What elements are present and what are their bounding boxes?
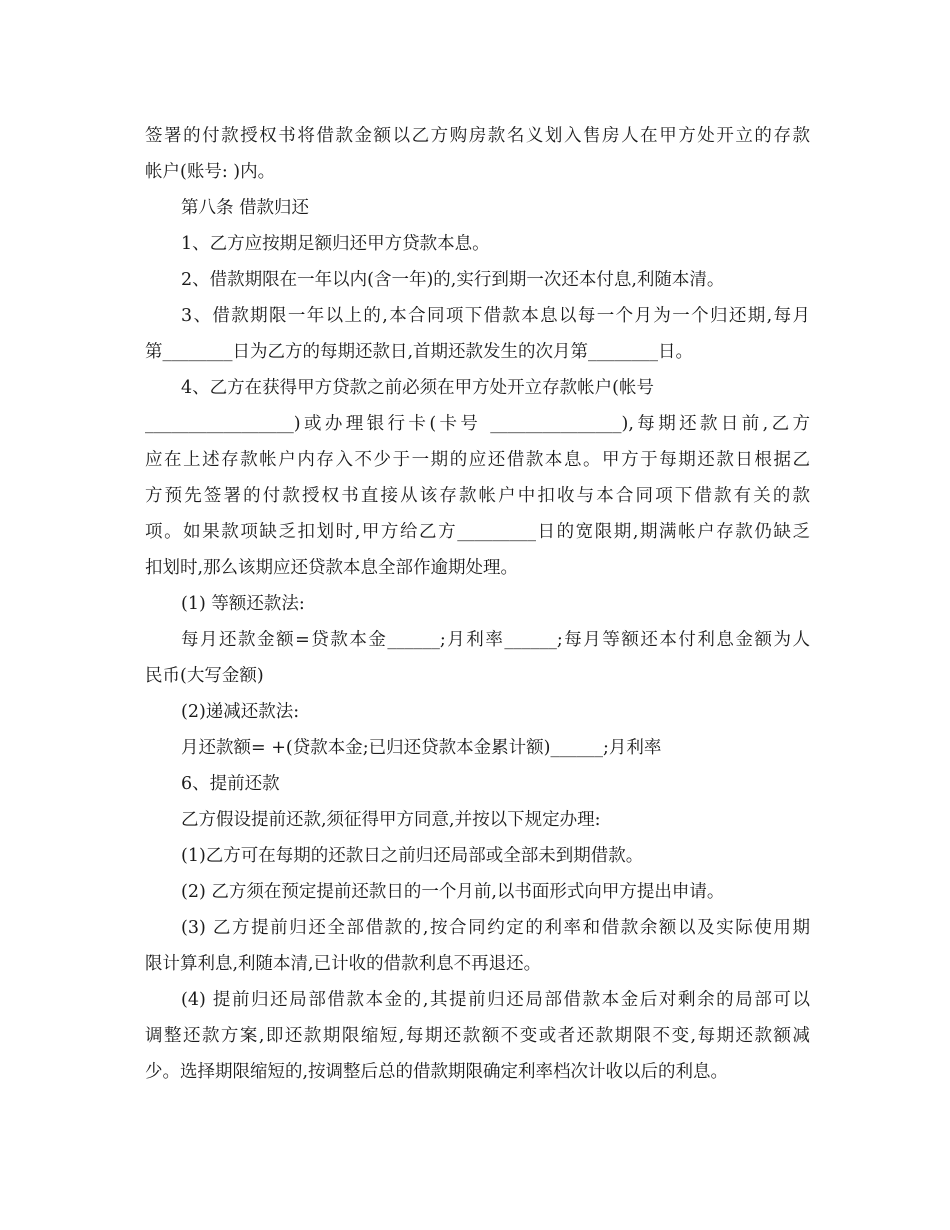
paragraph-line: 应在上述存款帐户内存入不少于一期的应还借款本息。甲方于每期还款日根据乙 — [145, 450, 810, 470]
subsection-heading: (1) 等额还款法: — [181, 594, 305, 614]
paragraph-line: 方预先签署的付款授权书直接从该存款帐户中扣收与本合同项下借款有关的款 — [145, 486, 810, 506]
paragraph-line: (3) 乙方提前归还全部借款的,按合同约定的利率和借款余额以及实际使用期 — [181, 918, 810, 938]
paragraph-line: 民币(大写金额) — [145, 666, 264, 686]
paragraph-line: 每月还款金额=贷款本金______;月利率______;每月等额还本付利息金额为人 — [181, 630, 810, 650]
paragraph-line: 帐户(账号: )内。 — [145, 162, 276, 182]
paragraph-line: 1、乙方应按期足额归还甲方贷款本息。 — [181, 234, 490, 254]
paragraph-line: 2、借款期限在一年以内(含一年)的,实行到期一次还本付息,利随本清。 — [181, 270, 725, 290]
paragraph-line: 第________日为乙方的每期还款日,首期还款发生的次月第________日。 — [145, 342, 694, 362]
paragraph-line: 少。选择期限缩短的,按调整后总的借款期限确定利率档次计收以后的利息。 — [145, 1062, 729, 1082]
paragraph-line: 3、借款期限一年以上的,本合同项下借款本息以每一个月为一个归还期,每月 — [181, 306, 810, 326]
paragraph-line: 限计算利息,利随本清,已计收的借款利息不再退还。 — [145, 954, 542, 974]
paragraph-line: 4、乙方在获得甲方贷款之前必须在甲方处开立存款帐户(帐号 — [181, 378, 654, 398]
paragraph-line: 签署的付款授权书将借款金额以乙方购房款名义划入售房人在甲方处开立的存款 — [145, 126, 810, 146]
subsection-heading: (2)递减还款法: — [181, 702, 300, 722]
paragraph-line: (1)乙方可在每期的还款日之前归还局部或全部未到期借款。 — [181, 846, 644, 866]
paragraph-line: 月还款额= +(贷款本金;已归还贷款本金累计额)______;月利率 — [181, 738, 662, 758]
paragraph-line: (4) 提前归还局部借款本金的,其提前归还局部借款本金后对剩余的局部可以 — [181, 990, 810, 1010]
article-heading: 第八条 借款归还 — [181, 198, 310, 218]
paragraph-line: 调整还款方案,即还款期限缩短,每期还款额不变或者还款期限不变,每期还款额减 — [145, 1026, 810, 1046]
paragraph-line: _________________)或办理银行卡(卡号 _______________),每期还款日前,乙方 — [145, 414, 810, 434]
section-heading: 6、提前还款 — [181, 774, 280, 794]
paragraph-line: 扣划时,那么该期应还贷款本息全部作逾期处理。 — [145, 558, 519, 578]
paragraph-line: (2) 乙方须在预定提前还款日的一个月前,以书面形式向甲方提出申请。 — [181, 882, 725, 902]
paragraph-line: 项。如果款项缺乏扣划时,甲方给乙方_________日的宽限期,期满帐户存款仍缺乏 — [145, 522, 810, 542]
paragraph-line: 乙方假设提前还款,须征得甲方同意,并按以下规定办理: — [181, 810, 601, 830]
